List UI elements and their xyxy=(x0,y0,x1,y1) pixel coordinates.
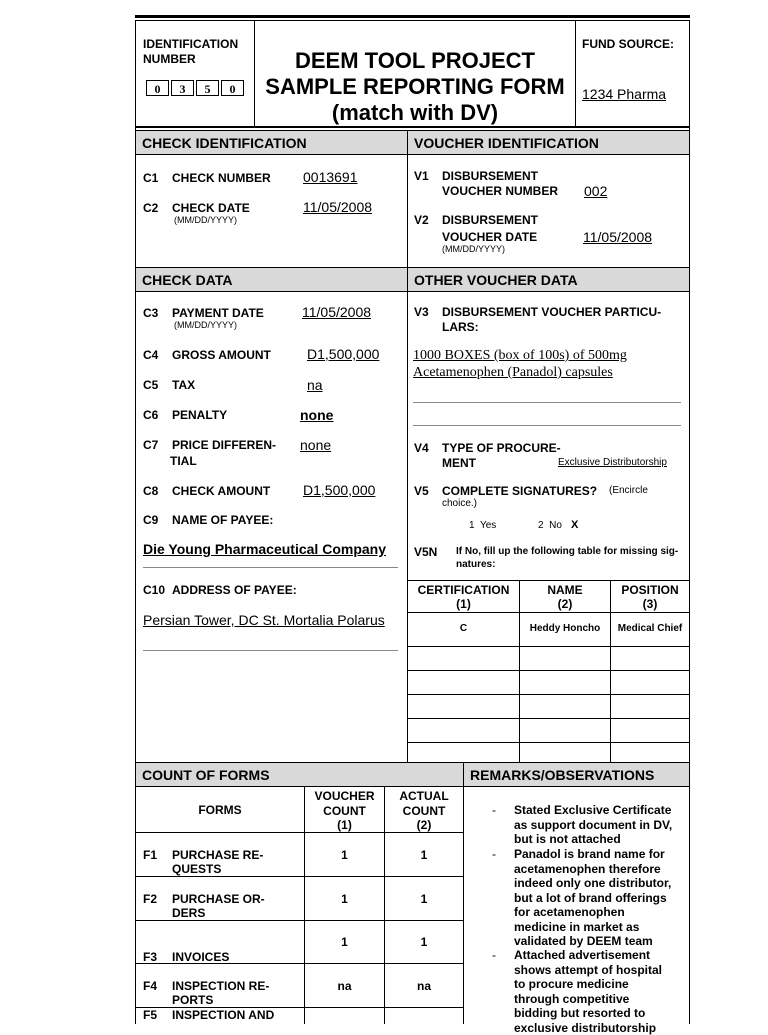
c4-value: D1,500,000 xyxy=(307,346,379,362)
count-header-voucher-2: COUNT xyxy=(305,804,384,819)
f1-label-2: QUESTS xyxy=(172,862,221,877)
remark-3-line: to procure medicine xyxy=(514,977,662,992)
c2-label: CHECK DATE xyxy=(172,201,250,216)
v3-line-2: Acetamenophen (Panadol) capsules xyxy=(413,365,613,381)
f2-label-1: PURCHASE OR- xyxy=(172,892,265,907)
sig-table-row1-bottom xyxy=(407,646,689,647)
c10-label: ADDRESS OF PAYEE: xyxy=(172,583,297,598)
section-count-of-forms: COUNT OF FORMS xyxy=(136,762,463,787)
count-header-actual-3: (2) xyxy=(385,818,463,833)
f2-actual: 1 xyxy=(385,892,463,907)
remark-2-line: for acetamenophen xyxy=(514,905,671,920)
count-header-actual-1: ACTUAL xyxy=(385,789,463,804)
v4-code: V4 xyxy=(414,441,429,455)
f1-actual: 1 xyxy=(385,848,463,863)
frame-right xyxy=(689,20,690,1024)
c9-label: NAME OF PAYEE: xyxy=(172,513,273,528)
remark-1-bullet: - xyxy=(492,803,496,817)
v2-label-1: DISBURSEMENT xyxy=(442,213,538,228)
c9-value: Die Young Pharmaceutical Company xyxy=(143,541,386,557)
fund-source-value: 1234 Pharma xyxy=(582,86,666,102)
count-header-voucher-1: VOUCHER xyxy=(305,789,384,804)
sig-header-name-num: (2) xyxy=(520,597,610,611)
v1-label-1: DISBURSEMENT xyxy=(442,169,538,184)
sig-table-header-bottom xyxy=(407,612,689,613)
v2-sub: (MM/DD/YYYY) xyxy=(442,244,505,254)
c10-code: C10 xyxy=(143,583,165,597)
section-other-voucher-data: OTHER VOUCHER DATA xyxy=(408,267,689,292)
count-header-voucher xyxy=(305,789,384,833)
v5-selected-mark: X xyxy=(571,519,578,531)
section-check-identification: CHECK IDENTIFICATION xyxy=(136,130,407,155)
id-digit-4: 0 xyxy=(221,80,244,96)
v1-label-2: VOUCHER NUMBER xyxy=(442,184,558,199)
f2-label-2: DERS xyxy=(172,906,205,921)
c10-underline xyxy=(143,650,398,651)
remark-1-line: as support document in DV, xyxy=(514,818,672,833)
c5-code: C5 xyxy=(143,378,158,392)
v2-code: V2 xyxy=(414,213,429,227)
sig-header-certification-num: (1) xyxy=(408,597,519,611)
f2-code: F2 xyxy=(143,892,157,906)
header-bottom-thick xyxy=(135,126,690,128)
c4-label: GROSS AMOUNT xyxy=(172,348,271,363)
c3-code: C3 xyxy=(143,306,158,320)
c7-label-1: PRICE DIFFEREN- xyxy=(172,438,276,453)
c9-code: C9 xyxy=(143,513,158,527)
f1-code: F1 xyxy=(143,848,157,862)
remark-2-text xyxy=(514,847,671,949)
sig-header-name xyxy=(520,583,610,611)
c5-label: TAX xyxy=(172,378,195,393)
id-number-label: IDENTIFICATION NUMBER xyxy=(143,37,253,67)
c8-label: CHECK AMOUNT xyxy=(172,484,270,499)
v4-value: Exclusive Distributorship xyxy=(558,457,667,468)
v4-label-2: MENT xyxy=(442,456,476,471)
id-digit-3: 5 xyxy=(196,80,219,96)
v3-blank-line-2 xyxy=(413,425,681,426)
remark-2-line: Panadol is brand name for xyxy=(514,847,671,862)
c6-label: PENALTY xyxy=(172,408,227,423)
sig-table-row3-bottom xyxy=(407,694,689,695)
f3-code: F3 xyxy=(143,950,157,964)
c4-code: C4 xyxy=(143,348,158,362)
c3-sub: (MM/DD/YYYY) xyxy=(174,320,237,330)
count-header-actual xyxy=(385,789,463,833)
v5n-text-1: If No, fill up the following table for missing sig- xyxy=(456,546,678,557)
sig-header-name-title: NAME xyxy=(520,583,610,597)
c2-sub: (MM/DD/YYYY) xyxy=(174,215,237,225)
remark-2-line: indeed only one distributor, xyxy=(514,876,671,891)
c1-code: C1 xyxy=(143,171,158,185)
c7-label-2: TIAL xyxy=(170,454,197,469)
form-title xyxy=(255,48,575,126)
v1-code: V1 xyxy=(414,169,429,183)
f2-voucher: 1 xyxy=(305,892,384,907)
v2-label-2: VOUCHER DATE xyxy=(442,230,537,245)
f3-actual: 1 xyxy=(385,935,463,950)
c3-value: 11/05/2008 xyxy=(302,304,371,320)
f4-actual: na xyxy=(385,979,463,994)
remark-2-line: but a lot of brand offerings xyxy=(514,891,671,906)
count-header-voucher-3: (1) xyxy=(305,818,384,833)
c6-value: none xyxy=(300,407,333,423)
section-voucher-identification: VOUCHER IDENTIFICATION xyxy=(408,130,689,155)
sig-row1-name: Heddy Honcho xyxy=(520,623,610,634)
f1-voucher: 1 xyxy=(305,848,384,863)
v3-label-2: LARS: xyxy=(442,320,479,335)
sig-header-certification xyxy=(408,583,519,611)
f4-voucher: na xyxy=(305,979,384,994)
title-line-2: SAMPLE REPORTING FORM xyxy=(255,74,575,100)
f1-label-1: PURCHASE RE- xyxy=(172,848,263,863)
v5-note-2: choice.) xyxy=(442,498,477,509)
title-line-1: DEEM TOOL PROJECT xyxy=(255,48,575,74)
count-header-actual-2: COUNT xyxy=(385,804,463,819)
sig-header-certification-title: CERTIFICATION xyxy=(408,583,519,597)
c10-value: Persian Tower, DC St. Mortalia Polarus xyxy=(143,612,385,628)
sig-header-position xyxy=(611,583,689,611)
fund-source-label: FUND SOURCE: xyxy=(582,37,674,52)
f4-code: F4 xyxy=(143,979,157,993)
c6-code: C6 xyxy=(143,408,158,422)
v5-no-option: 2 No xyxy=(538,520,562,531)
v5-note-1: (Encircle xyxy=(609,485,648,496)
sig-table-top xyxy=(407,580,689,581)
v3-code: V3 xyxy=(414,305,429,319)
v5n-code: V5N xyxy=(414,545,437,559)
v4-label-1: TYPE OF PROCURE- xyxy=(442,441,561,456)
remark-2-line: acetamenophen therefore xyxy=(514,862,671,877)
v5-label: COMPLETE SIGNATURES? xyxy=(442,484,597,499)
remark-2-bullet: - xyxy=(492,847,496,861)
f5-label-1: INSPECTION AND xyxy=(172,1008,274,1023)
c8-code: C8 xyxy=(143,484,158,498)
v3-label-1: DISBURSEMENT VOUCHER PARTICU- xyxy=(442,305,661,320)
top-rule-thin xyxy=(135,20,690,21)
remark-3-line: Attached advertisement xyxy=(514,948,662,963)
v5n-text-2: natures: xyxy=(456,559,495,570)
remark-3-text xyxy=(514,948,662,1035)
remark-3-bullet: - xyxy=(492,948,496,962)
remark-3-line: shows attempt of hospital xyxy=(514,963,662,978)
v1-value: 002 xyxy=(584,183,607,199)
section-check-data: CHECK DATA xyxy=(136,267,407,292)
id-digit-1: 0 xyxy=(146,80,169,96)
v3-line-1: 1000 BOXES (box of 100s) of 500mg xyxy=(413,348,627,364)
sig-table-row2-bottom xyxy=(407,670,689,671)
c8-value: D1,500,000 xyxy=(303,482,375,498)
section-remarks: REMARKS/OBSERVATIONS xyxy=(464,762,689,787)
c1-label: CHECK NUMBER xyxy=(172,171,271,186)
sig-table-row4-bottom xyxy=(407,718,689,719)
remark-1-line: Stated Exclusive Certificate xyxy=(514,803,672,818)
remark-1-text xyxy=(514,803,672,847)
remark-3-line: bidding but resorted to xyxy=(514,1006,662,1021)
count-header-forms: FORMS xyxy=(136,803,304,818)
c7-code: C7 xyxy=(143,438,158,452)
top-rule-thick xyxy=(135,15,690,18)
header-divider-right xyxy=(575,20,576,128)
remark-2-line: medicine in market as xyxy=(514,920,671,935)
f4-label-2: PORTS xyxy=(172,993,213,1008)
remark-2-line: validated by DEEM team xyxy=(514,934,671,949)
title-line-3: (match with DV) xyxy=(255,100,575,126)
f3-voucher: 1 xyxy=(305,935,384,950)
id-digit-2: 3 xyxy=(171,80,194,96)
c2-code: C2 xyxy=(143,201,158,215)
sig-header-position-num: (3) xyxy=(611,597,689,611)
c2-value: 11/05/2008 xyxy=(303,199,372,215)
v2-value: 11/05/2008 xyxy=(583,229,652,245)
remark-3-line: through competitive xyxy=(514,992,662,1007)
c3-label: PAYMENT DATE xyxy=(172,306,264,321)
f5-code: F5 xyxy=(143,1008,157,1022)
sig-table-row5-bottom xyxy=(407,742,689,743)
sig-row1-position: Medical Chief xyxy=(611,623,689,634)
sig-header-position-title: POSITION xyxy=(611,583,689,597)
c9-underline xyxy=(143,567,398,568)
frame-left xyxy=(135,20,136,1024)
remark-1-line: but is not attached xyxy=(514,832,672,847)
f3-label-1: INVOICES xyxy=(172,950,229,965)
sig-row1-certification: C xyxy=(408,623,519,634)
remarks-block xyxy=(464,803,689,1024)
c1-value: 0013691 xyxy=(303,169,358,185)
f4-label-1: INSPECTION RE- xyxy=(172,979,269,994)
v5-yes-option: 1 Yes xyxy=(469,520,496,531)
c7-value: none xyxy=(300,437,331,453)
v5-code: V5 xyxy=(414,484,429,498)
v3-blank-line-1 xyxy=(413,402,681,403)
remark-3-line: exclusive distributorship xyxy=(514,1021,662,1035)
c5-value: na xyxy=(307,377,323,393)
